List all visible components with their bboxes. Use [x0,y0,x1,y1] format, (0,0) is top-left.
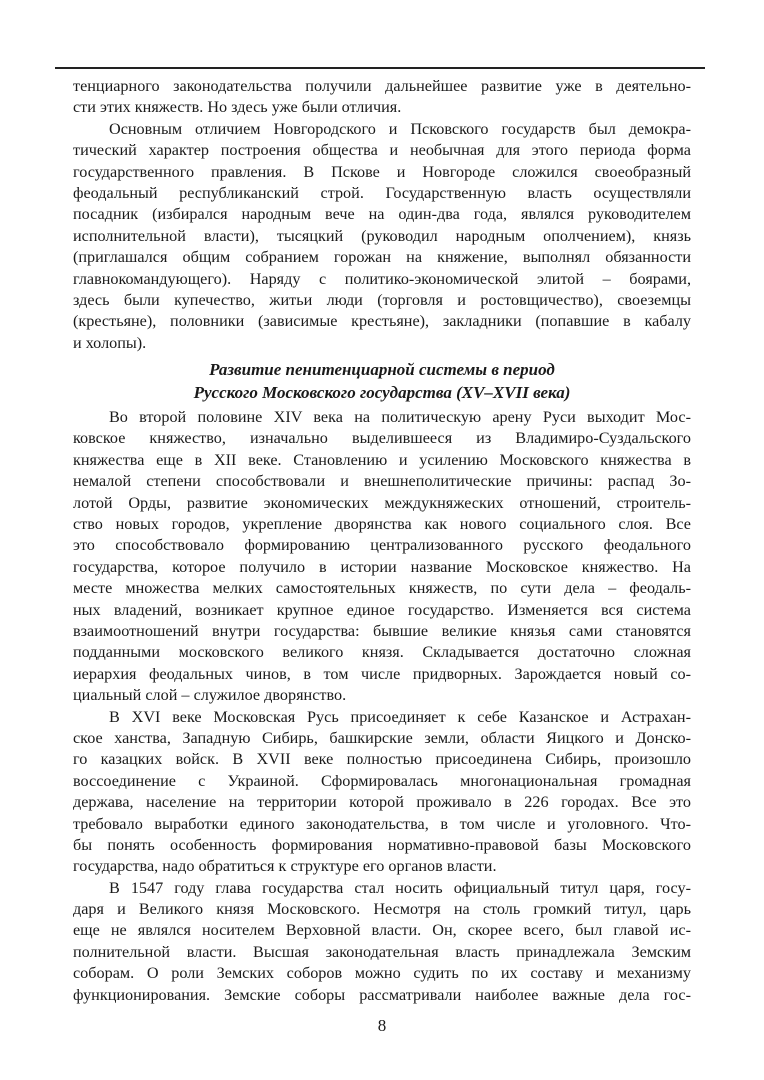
text-line: иерархия феодальных чинов, в том числе придворных. Зарождается новый со- [73,664,691,683]
text-line: даря и Великого князя Московского. Несмотря на столь громкий титул, царь [73,900,691,919]
text-line: (приглашался общим собранием горожан на княжение, выполнял обязанности [73,248,691,267]
text-line: посадник (избирался народным вече на один-два года, являлся руководителем [73,205,691,224]
section-heading-line-2: Русского Московского государства (XV–XVII века) [193,382,571,402]
text-line: функционирования. Земские соборы рассматривали наиболее важные дела гос- [73,985,691,1004]
text-line: исполнительной власти), тысяцкий (руководил народным ополчением), князь [73,226,691,245]
text-line: лотой Орды, развитие экономических междукняжеских отношений, строитель- [73,493,691,512]
text-line: ковское княжество, изначально выделившееся из Владимиро-Суздальского [73,429,691,448]
text-line: циальный слой – служилое дворянство. [73,686,347,705]
text-line: тенциарного законодательства получили дальнейшее развитие уже в деятельно- [73,77,691,95]
paragraph [73,119,691,354]
text-line: феодальный республиканский строй. Государственную власть осуществляли [73,183,691,202]
text-line: го казацких войск. В XVII веке полностью присоединена Сибирь, произошло [73,750,691,769]
text-line: взаимоотношений внутри государства: бывшие великие князья сами становятся [73,621,691,640]
text-line: ство новых городов, укрепление дворянства как нового социального слоя. Все [73,515,691,534]
page-body [73,76,691,1006]
text-line: подданными московского великого князя. Складывается достаточно сложная [73,643,691,662]
paragraph [73,878,691,1006]
text-line: Основным отличием Новгородского и Псковского государств был демокра- [109,119,691,138]
text-line: воссоединение с Украиной. Сформировалась многонациональная громадная [73,771,691,790]
text-line: требовало выработки единого законодательства, в том числе и уголовного. Что- [73,814,691,833]
text-line: государства, надо обратиться к структуре его органов власти. [73,857,497,876]
text-line: еще не являлся носителем Верховной власти. Он, скорее всего, был главой ис- [73,921,691,940]
text-line: это способствовало формированию централизованного русского феодального [73,536,691,555]
text-line: соборам. О роли Земских соборов можно судить по их составу и механизму [73,964,691,983]
paragraph [73,76,691,119]
text-line: держава, население на территории которой проживало в 226 городах. Все это [73,793,691,812]
text-line: государства, которое получило в истории название Московское княжество. На [73,557,691,576]
text-line: здесь были купечество, житьи люди (торговля и ростовщичество), своеземцы [73,290,691,309]
text-line: и холопы). [73,333,147,352]
text-line: немалой степени способствовали и внешнеполитические причины: распад Зо- [73,472,691,491]
text-line: ных владений, возникает крупное единое государство. Изменяется вся система [73,600,691,619]
text-line: сти этих княжеств. Но здесь уже были отличия. [73,98,402,117]
page-number: 8 [377,1016,387,1035]
header-rule [55,67,705,69]
text-line: ское ханства, Западную Сибирь, башкирские земли, области Яицкого и Донско- [73,728,691,747]
paragraph [73,407,691,706]
section-heading [73,359,691,404]
paragraphs-after-heading [73,407,691,1006]
paragraphs-before-heading [73,76,691,354]
text-line: бы понять особенность формирования нормативно-правовой базы Московского [73,835,691,854]
section-heading-line-1: Развитие пенитенциарной системы в период [209,360,555,380]
text-line: месте множества мелких самостоятельных княжеств, по сути дела – феодаль- [73,579,691,598]
paragraph [73,707,691,878]
text-line: В XVI веке Московская Русь присоединяет к себе Казанское и Астрахан- [109,707,691,726]
text-line: главнокомандующего). Наряду с политико-экономической элитой – боярами, [73,269,691,288]
text-line: (крестьяне), половники (зависимые крестьяне), закладники (попавшие в кабалу [73,312,691,331]
text-line: государственного правления. В Пскове и Новгороде сложился своеобразный [73,162,691,181]
text-line: Во второй половине XIV века на политическую арену Руси выходит Мос- [109,408,691,427]
text-line: В 1547 году глава государства стал носить официальный титул царя, госу- [109,878,691,897]
text-line: тический характер построения общества и необычная для этого периода форма [73,141,691,160]
text-line: княжества еще в XII веке. Становлению и усилению Московского княжества в [73,450,691,469]
text-line: полнительной власти. Высшая законодательная власть принадлежала Земским [73,942,691,961]
